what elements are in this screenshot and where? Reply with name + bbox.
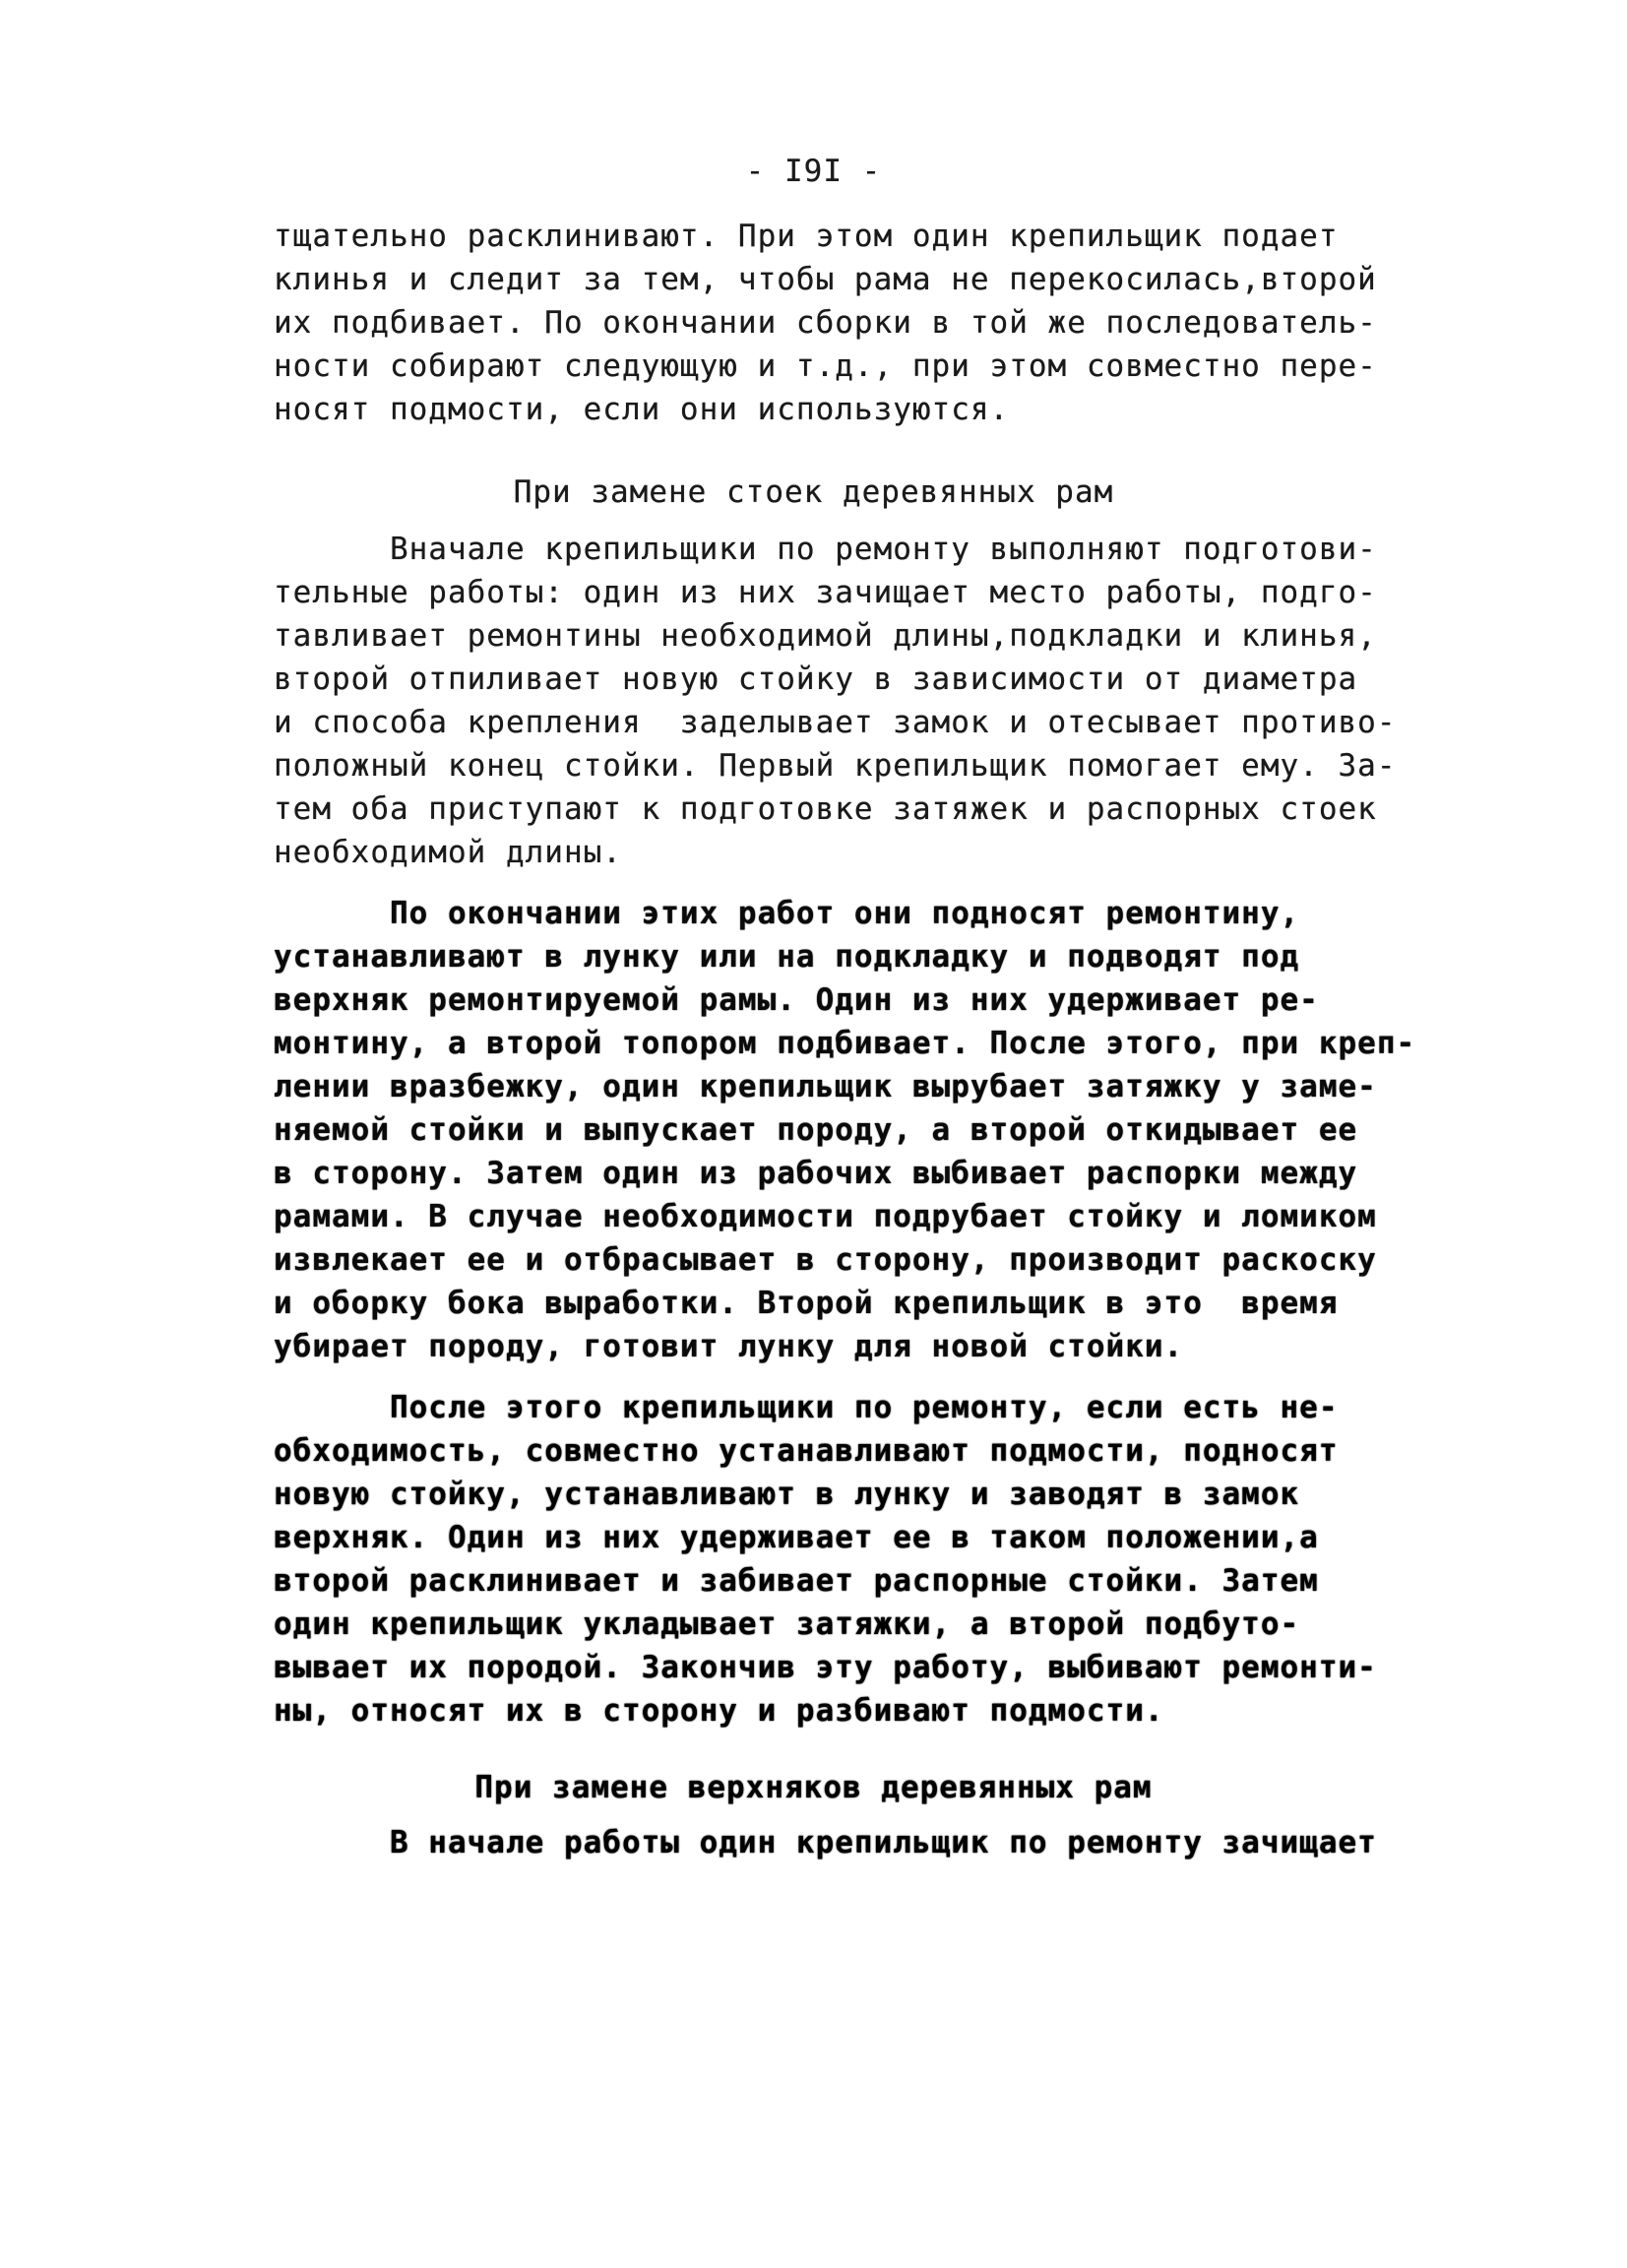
text-line: лении вразбежку, один крепильщик вырубает затяжку у заме-: [274, 1069, 1377, 1104]
text-line: няемой стойки и выпускает породу, а второй откидывает ее: [274, 1112, 1358, 1148]
text-line: Вначале крепильщики по ремонту выполняют подготови-: [274, 532, 1377, 567]
text-line: верхняк. Один из них удерживает ее в таком положении,а: [274, 1520, 1319, 1555]
text-line: вывает их породой. Закончив эту работу, выбивают ремонти-: [274, 1650, 1377, 1685]
text-line: рамами. В случае необходимости подрубает стойку и ломиком: [274, 1199, 1377, 1234]
text-line: и оборку бока выработки. Второй крепильщик в это время: [274, 1286, 1339, 1321]
text-line: монтину, а второй топором подбивает. После этого, при креп-: [274, 1026, 1416, 1061]
text-line: обходимость, совместно устанавливают подмости, подносят: [274, 1433, 1339, 1469]
text-line: положный конец стойки. Первый крепильщик помогает ему. За-: [274, 748, 1397, 784]
text-line: необходимой длины.: [274, 835, 622, 870]
text-line: клинья и следит за тем, чтобы рама не перекосилась,второй: [274, 262, 1377, 297]
text-line: в сторону. Затем один из рабочих выбивает распорки между: [274, 1156, 1358, 1191]
page-number: - I9I -: [745, 154, 882, 189]
text-line: тем оба приступают к подготовке затяжек и распорных стоек: [274, 791, 1377, 827]
text-line: верхняк ремонтируемой рамы. Один из них удерживает ре-: [274, 982, 1319, 1018]
text-line: новую стойку, устанавливают в лунку и заводят в замок: [274, 1477, 1300, 1512]
text-line: В начале работы один крепильщик по ремонту зачищает: [274, 1825, 1377, 1860]
text-line: убирает породу, готовит лунку для новой стойки.: [274, 1329, 1184, 1364]
text-line: После этого крепильщики по ремонту, если есть не-: [274, 1390, 1339, 1425]
text-line: и способа крепления заделывает замок и отесывает противо-: [274, 705, 1397, 740]
text-line: ности собирают следующую и т.д., при этом совместно пере-: [274, 348, 1377, 384]
text-line: тавливает ремонтины необходимой длины,подкладки и клинья,: [274, 618, 1377, 654]
text-line: По окончании этих работ они подносят ремонтину,: [274, 896, 1300, 931]
text-line: тельные работы: один из них зачищает место работы, подго-: [274, 575, 1377, 610]
section-heading: При замене верхняков деревянных рам: [474, 1770, 1153, 1805]
text-line: второй расклинивает и забивает распорные стойки. Затем: [274, 1563, 1319, 1599]
text-line: их подбивает. По окончании сборки в той же последователь-: [274, 305, 1377, 341]
text-line: ны, относят их в сторону и разбивают подмости.: [274, 1693, 1164, 1729]
text-line: второй отпиливает новую стойку в зависимости от диаметра: [274, 662, 1358, 697]
text-line: носят подмости, если они используются.: [274, 392, 1010, 427]
text-line: тщательно расклинивают. При этом один крепильщик подает: [274, 219, 1339, 254]
text-line: один крепильщик укладывает затяжки, а второй подбуто-: [274, 1606, 1300, 1642]
text-line: извлекает ее и отбрасывает в сторону, производит раскоску: [274, 1242, 1377, 1278]
text-line: устанавливают в лунку или на подкладку и подводят под: [274, 939, 1300, 975]
section-heading: При замене стоек деревянных рам: [513, 474, 1114, 510]
